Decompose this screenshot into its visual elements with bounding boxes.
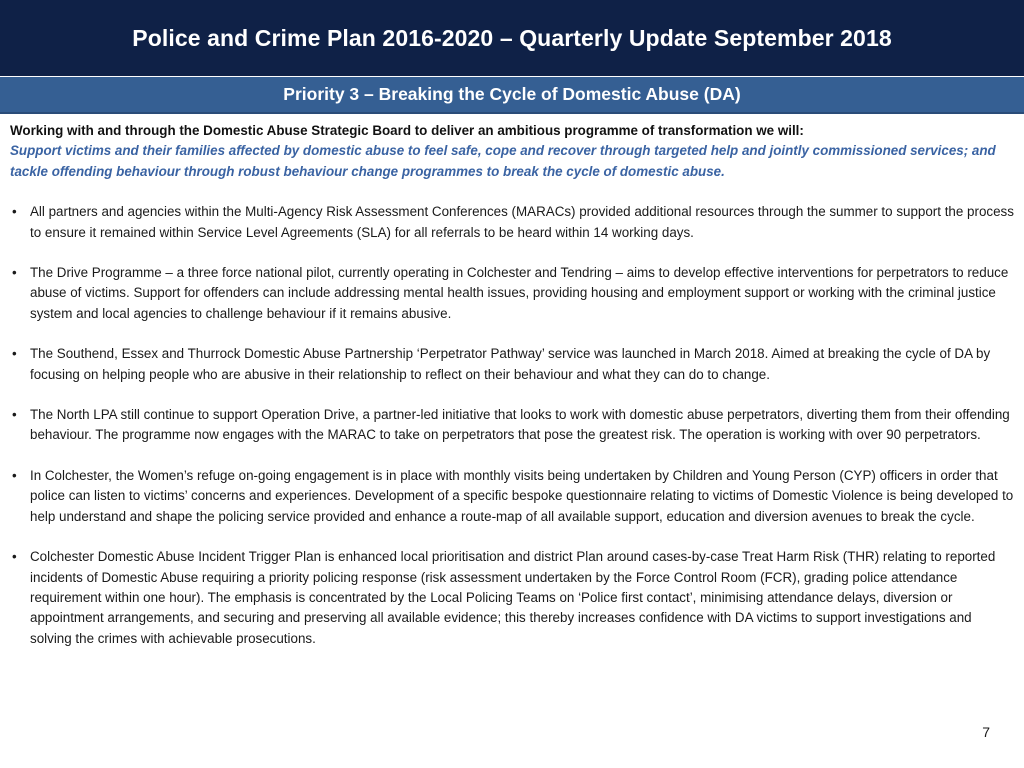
bullet-icon: • xyxy=(12,265,17,281)
bullet-text: All partners and agencies within the Multi-Agency Risk Assessment Conferences (MARACs) provided additional resources through the summer to support the process to ensure it remained within Service Level Agreements (SLA) for all referrals to be heard within 14 working days. xyxy=(30,204,1014,240)
bullet-icon: • xyxy=(12,407,17,423)
bullet-text: In Colchester, the Women’s refuge on-going engagement is in place with monthly visits being undertaken by Children and Young Person (CYP) officers in order that police can listen to victims’ concerns and experiences. Development of a specific bespoke questionnaire relating to victims of Domestic Violence is being developed to help understand and shape the policing service provided and enhance a route-map of all available support, education and diversion avenues to break the cycle. xyxy=(30,467,1014,524)
bullet-item-operation-drive xyxy=(10,405,1014,446)
bullet-icon: • xyxy=(12,549,17,565)
intro-text: Working with and through the Domestic Abuse Strategic Board to deliver an ambitious programme of transformation we will: xyxy=(10,123,804,138)
bullet-item-womens-refuge xyxy=(10,466,1014,527)
bullet-text: Colchester Domestic Abuse Incident Trigger Plan is enhanced local prioritisation and district Plan around cases-by-case Treat Harm Risk (THR) relating to reported incidents of Domestic Abuse requiring a priority policing response (risk assessment undertaken by the Force Control Room (FCR), grading police attendance requirement within one hour). The emphasis is concentrated by the Local Policing Teams on ‘Police first contact’, minimising attendance delays, diversion or appointment arrangements, and securing and preserving all available evidence; this thereby increases confidence with DA victims to support investigations and solving the crimes with achievable prosecutions. xyxy=(30,549,996,646)
bullet-text: The Drive Programme – a three force national pilot, currently operating in Colchester and Tendring – aims to develop effective interventions for perpetrators to reduce abuse of victims. Support for offenders can include addressing mental health issues, providing housing and employment support or working with the criminal justice system and local agencies to challenge behaviour if it remains abusive. xyxy=(30,265,1009,321)
subtitle-bar xyxy=(0,77,1024,114)
mission-statement: Support victims and their families affected by domestic abuse to feel safe, cope and recover through targeted help and jointly commissioned services; and tackle offending behaviour through robust behaviour change programmes to break the cycle of domestic abuse. xyxy=(10,143,996,179)
bullet-text: The North LPA still continue to support Operation Drive, a partner-led initiative that looks to work with domestic abuse perpetrators, diverting them from their offending behaviour. The programme now engages with the MARAC to take on perpetrators that pose the greatest risk. The operation is working with over 90 perpetrators. xyxy=(30,407,1010,443)
bullet-item-drive-programme xyxy=(10,263,1014,324)
bullet-item-maracs xyxy=(10,202,1014,243)
page-number: 7 xyxy=(982,724,990,740)
title-bar xyxy=(0,0,1024,76)
bullet-item-perpetrator-pathway xyxy=(10,344,1014,385)
bullet-icon: • xyxy=(12,346,17,362)
priority-subtitle: Priority 3 – Breaking the Cycle of Domestic Abuse (DA) xyxy=(283,84,741,104)
bullet-icon: • xyxy=(12,467,17,483)
bullet-item-trigger-plan xyxy=(10,547,1014,649)
content-area xyxy=(10,121,1014,669)
bullet-text: The Southend, Essex and Thurrock Domestic Abuse Partnership ‘Perpetrator Pathway’ service was launched in March 2018. Aimed at breaking the cycle of DA by focusing on helping people who are abusive in their relationship to reflect on their behaviour and what they can do to change. xyxy=(30,346,991,382)
page-title: Police and Crime Plan 2016-2020 – Quarterly Update September 2018 xyxy=(132,24,892,51)
bullet-icon: • xyxy=(12,204,17,220)
bullet-list xyxy=(10,202,1014,649)
